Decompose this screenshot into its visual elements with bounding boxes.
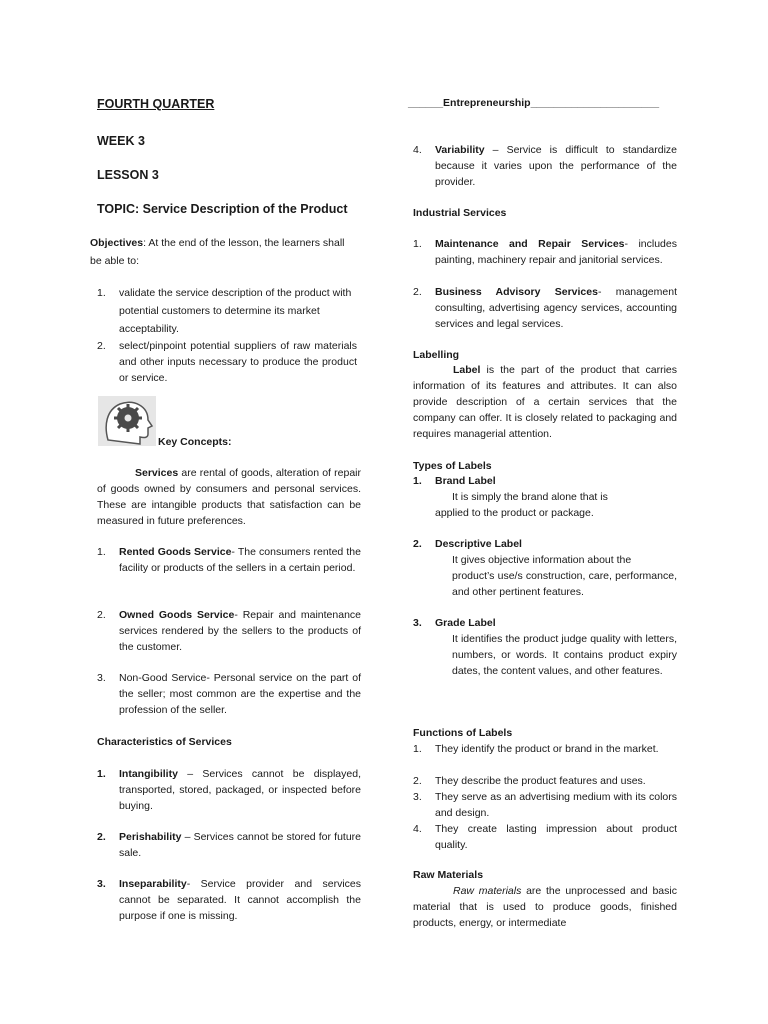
service-type-term: Owned Goods Service	[119, 609, 235, 621]
label-type-number: 2.	[413, 538, 422, 550]
characteristic-item	[413, 142, 677, 190]
key-concepts-icon-frame	[98, 396, 156, 446]
service-type-text: - The consumers rented the facility or products of the sellers in a certain period.	[119, 546, 361, 574]
industrial-number: 1.	[413, 238, 422, 250]
characteristic-text: – Services cannot be displayed, transported, stored, packaged, or inspected before buying.	[119, 768, 361, 812]
subject-header	[408, 95, 659, 111]
function-text: They identify the product or brand in the market.	[435, 743, 659, 755]
service-type-number: 3.	[97, 672, 106, 684]
industrial-heading: Industrial Services	[413, 207, 507, 219]
characteristic-term: Inseparability	[119, 878, 187, 890]
industrial-number: 2.	[413, 286, 422, 298]
raw-materials-heading: Raw Materials	[413, 869, 484, 881]
label-type-line: It is simply the brand alone that is	[452, 491, 608, 503]
head-gears-icon	[98, 396, 156, 446]
label-type-line: product’s use/s construction, care, performance, and other pertinent features.	[452, 570, 677, 598]
functions-heading: Functions of Labels	[413, 727, 513, 739]
service-type-number: 2.	[97, 609, 106, 621]
label-type-title: Descriptive Label	[435, 538, 522, 550]
function-text: They describe the product features and uses.	[435, 775, 646, 787]
objective-item	[97, 338, 357, 386]
service-type-text: - Repair and maintenance services rendered by the sellers to the products of the customer.	[119, 609, 361, 653]
function-number: 4.	[413, 823, 422, 835]
week-heading: WEEK 3	[97, 134, 145, 148]
industrial-item	[413, 284, 677, 332]
label-term: Label	[453, 364, 481, 376]
label-type-line: It gives objective information about the	[452, 554, 632, 566]
industrial-item	[413, 236, 677, 268]
quarter-heading: FOURTH QUARTER	[97, 97, 215, 111]
characteristic-text: - Service provider and services cannot be separated. It cannot accomplish the purpose if one is missing.	[119, 878, 361, 922]
characteristic-number: 2.	[97, 831, 106, 843]
label-type-line: applied to the product or package.	[435, 507, 594, 519]
labelling-heading: Labelling	[413, 349, 460, 361]
objective-number: 1.	[97, 287, 106, 299]
services-term: Services	[135, 467, 179, 479]
label-type-item	[413, 615, 677, 679]
characteristic-number: 4.	[413, 144, 422, 156]
function-item	[413, 741, 677, 757]
label-type-number: 3.	[413, 617, 422, 629]
raw-materials-term: Raw materials	[453, 885, 522, 897]
objectives-intro: : At the end of the lesson, the learners shall be able to:	[90, 237, 345, 267]
function-number: 3.	[413, 791, 422, 803]
industrial-text: - includes painting, machinery repair and janitorial services.	[435, 238, 677, 266]
service-type-term: Rented Goods Service	[119, 546, 232, 558]
label-type-item	[413, 536, 677, 600]
labelling-paragraph	[413, 362, 677, 442]
characteristic-number: 1.	[97, 768, 106, 780]
services-definition: are rental of goods, alteration of repair of goods owned by consumers and personal services. These are intangible products that satisfaction can be measured in future preferences.	[97, 467, 361, 527]
objective-text: validate the service description of the product with potential customers to determine its market acceptability.	[119, 287, 352, 335]
characteristic-text: – Service is difficult to standardize because it varies upon the performance of the provider.	[435, 144, 677, 188]
function-text: They create lasting impression about product quality.	[435, 823, 677, 851]
topic-heading: TOPIC: Service Description of the Product	[97, 202, 348, 216]
characteristic-text: – Services cannot be stored for future sale.	[119, 831, 361, 859]
function-item	[413, 773, 677, 789]
label-type-item	[413, 473, 677, 521]
characteristic-number: 3.	[97, 878, 106, 890]
raw-materials-text: are the unprocessed and basic material that is used to produce goods, finished products, energy, or intermediate	[413, 885, 677, 929]
service-type-item	[97, 544, 361, 576]
service-type-text: Non-Good Service- Personal service on the part of the seller; most common are the expertise and the profession of the seller.	[119, 672, 361, 716]
objectives-paragraph	[90, 234, 346, 270]
labelling-text: is the part of the product that carries information of its features and attributes. It can also provide description of a certain services that the company can offer. It is closely related to packaging and requires managerial attention.	[413, 364, 677, 440]
label-type-title: Brand Label	[435, 475, 496, 487]
service-type-item	[97, 670, 361, 718]
objective-item	[97, 284, 357, 338]
industrial-term: Business Advisory Services	[435, 286, 598, 298]
subject-title: Entrepreneurship	[443, 97, 531, 109]
characteristic-item	[97, 766, 361, 814]
characteristic-item	[97, 876, 361, 924]
function-text: They serve as an advertising medium with its colors and design.	[435, 791, 677, 819]
function-number: 2.	[413, 775, 422, 787]
label-type-line: It identifies the product judge quality with letters, numbers, or words. It contains product expiry dates, the content values, and other features.	[452, 633, 677, 677]
objective-number: 2.	[97, 340, 106, 352]
key-concepts-label: Key Concepts:	[158, 436, 232, 448]
objective-text: select/pinpoint potential suppliers of raw materials and other inputs necessary to produce the product or service.	[119, 340, 357, 384]
services-paragraph	[97, 465, 361, 529]
function-item	[413, 821, 677, 853]
characteristic-item	[97, 829, 361, 861]
types-of-labels-heading: Types of Labels	[413, 460, 492, 472]
label-type-title: Grade Label	[435, 617, 496, 629]
industrial-term: Maintenance and Repair Services	[435, 238, 625, 250]
label-type-number: 1.	[413, 475, 422, 487]
subject-suffix-line: ______________________	[530, 97, 660, 109]
characteristics-heading: Characteristics of Services	[97, 736, 232, 748]
function-number: 1.	[413, 743, 422, 755]
characteristic-term: Variability	[435, 144, 485, 156]
objectives-label: Objectives	[90, 237, 144, 249]
service-type-number: 1.	[97, 546, 106, 558]
raw-materials-paragraph	[413, 883, 677, 931]
lesson-heading: LESSON 3	[97, 168, 159, 182]
subject-prefix-line: ______	[408, 97, 444, 109]
function-item	[413, 789, 677, 821]
service-type-item	[97, 607, 361, 655]
industrial-text: - management consulting, advertising agency services, accounting services and legal services.	[435, 286, 677, 330]
characteristic-term: Perishability	[119, 831, 182, 843]
characteristic-term: Intangibility	[119, 768, 178, 780]
